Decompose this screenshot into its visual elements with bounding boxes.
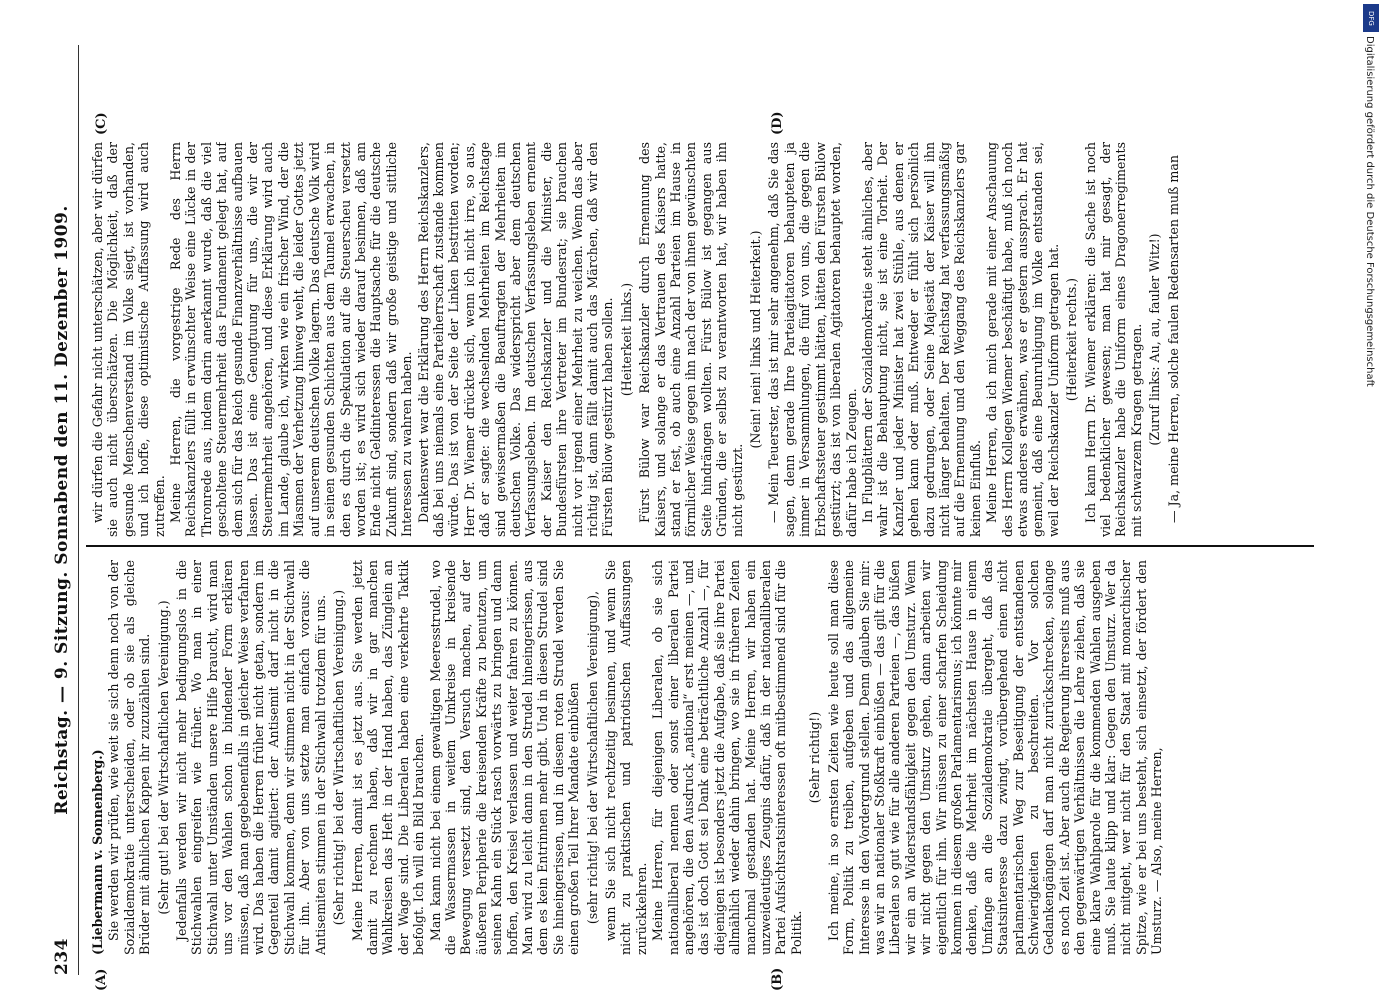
dfg-credit-text: Digitalisierung gefördert durch die Deutsche Forschungsgemeinschaft [1364, 36, 1375, 387]
margin-marker-c: (C) [94, 112, 109, 135]
paragraph: Meine Herren, da ich mich gerade mit einer Anschauung des Herrn Kollegen Wiemer beschäftigt habe, muß ich noch etwas anderes erwähnen, was er gestern aussprach. Er hat gemeint, daß eine Beunruhigung im Volke entstanden sei, weil der Reichskanzler Uniform getragen hat. [984, 142, 1061, 537]
interjection: (Zuruf links: Au, au, fauler Witz!) [1147, 233, 1163, 446]
paragraph: Meine Herren, für diejenigen Liberalen, ob sie sich nationalliberal nennen oder sonst einer liberalen Partei angehören, die den Ausdruck „national“ erst meinen —, und das ist doch Gott sei Dank eine beträchtliche Anzahl —, für diejenigen ist besonders jetzt die Aufgabe, daß sie ihre Partei allmählich wieder dahin bringen, wo sie in früheren Zeiten manchmal gestanden hat. Meine Herren, wir haben ein unzweideutiges Zeugnis dafür, daß in der nationalliberalen Partei Aufsichtsratsinteressen oft mitbestimmend sind für die Politik. [650, 560, 804, 955]
interjection: (Sehr richtig!) [807, 711, 823, 804]
paragraph: Jedenfalls werden wir nicht mehr bedingungslos in die Stichwahlen eingreifen wie früher. Wo man in einer Stichwahl unter Umständen unsere Hilfe braucht, wird man uns vor den Wahlen schon in bindender Form erklären müssen, daß man gegebenenfalls in gleicher Weise verfahren wird. Das haben die Herren früher nicht getan, sondern im Gegenteil damit agitiert: der Antisemit darf nicht in die Stichwahl kommen, denn wir stimmen nicht in der Stichwahl für ihn. Aber von uns setzte man einfach voraus: die Antisemiten stimmen in der Stichwahl trotzdem für uns. [174, 560, 328, 955]
interjection: (Heiterkeit links.) [618, 282, 634, 397]
paragraph: Fürst Bülow war Reichskanzler durch Ernennung des Kaisers, und solange er das Vertrauen des Kaisers hatte, stand er fest, ob auch eine Anzahl Parteien im Hause in förmlicher Weise gegen ihn nach der von ihnen gewünschten Seite hindrängen wollten. Fürst Bülow ist gegangen aus Gründen, die er selbst zu verantworten hat, wir haben ihn nicht gestürzt. [637, 142, 745, 537]
paragraph: Ich meine, in so ernsten Zeiten wie heute soll man diese Form, Politik zu treiben, aufgeben und das allgemeine Interesse in den Vordergrund stellen. Denn glauben Sie mir: was wir an nationaler Stoßkraft einbüßen — das gilt für die Liberalen so gut wie für alle anderen Parteien —, das büßen wir ein an Widerstandsfähigkeit gegen den Umsturz. Wenn wir nicht gegen den Umsturz gehen, dann arbeiten wir eigentlich für ihn. Wir müssen zu einer scharfen Scheidung kommen in diesem großen Parlamentarismus; ich könnte mir denken, daß die Mehrheit im nächsten Hause in einem Umfange an die Sozialdemokratie übergeht, daß das Staatsinteresse dazu zwingt, vorübergehend einen nicht parlamentarischen Weg zur Beseitigung der entstandenen Schwierigkeiten zu beschreiten. Vor solchen Gedankengängen darf man nicht zurückschrecken, solange es noch Zeit ist. Aber auch die Regierung ihrerseits muß aus den gegenwärtigen Verhältnissen die Lehre ziehen, daß sie eine klare Wahlparole für die kommenden Wahlen ausgeben muß. Sie laute klipp und klar: Gegen den Umsturz. Wer da nicht mitgeht, wer nicht für den Staat mit monarchischer Spitze, wie er bei uns besteht, sich einsetzt, der fördert den Umsturz. — Also, meine Herren, [825, 560, 1165, 955]
interjection: (sehr richtig! bei der Wirtschaftlichen Vereinigung), [584, 590, 600, 925]
speaker-name: (Liebermann v. Sonnenberg.) [90, 749, 105, 955]
paragraph: wenn Sie sich nicht rechtzeitig besinnen, und wenn Sie nicht zu praktischen und patriotischen Auffassungen zurückkehren. [603, 560, 649, 955]
left-text-column [90, 560, 1310, 955]
header-rule [78, 45, 79, 975]
interjection: (Heiterkeit rechts.) [1064, 277, 1080, 402]
paragraph: wir dürfen die Gefahr nicht unterschätzen, aber wir dürfen sie auch nicht überschätzen. Die Möglichkeit, daß der gesunde Menschenverstand im Volke siegt, ist vorhanden, und ich hoffe, diese optimistische Auffassung wird auch zutreffen. [90, 142, 167, 537]
paragraph: — Ja, meine Herren, solche faulen Redensarten muß man [1165, 155, 1181, 523]
dfg-logo: DFG [1363, 4, 1379, 32]
paragraph: Man kann nicht bei einem gewaltigen Meeresstrudel, wo die Wassermassen in weitem Umkreise in kreisende Bewegung versetzt sind, den Versuch machen, auf der äußeren Peripherie die kreisenden Kräfte zu benutzen, um seinen Kahn ein Stück rasch vorwärts zu bringen und dann hoffen, den Kreisel verlassen und weiter fahren zu können. Man wird zu leicht dann in den Strudel hineingerissen, aus dem es kein Entrinnen mehr gibt. Und in diesen Strudel sind Sie hineingerissen, und in diesem roten Strudel werden Sie einen großen Teil Ihrer Mandate einbüßen [427, 560, 582, 955]
margin-marker-d: (D) [770, 111, 785, 135]
paragraph: Ich kann Herrn Dr. Wiemer erklären: die Sache ist noch viel bedenklicher gewesen; man hat mir gesagt, der Reichskanzler habe die Uniform eines Dragonerregiments mit schwarzem Kragen getragen. [1082, 142, 1144, 537]
rotated-document-page [50, 25, 1320, 995]
margin-marker-b: (B) [770, 967, 785, 991]
paragraph: — Mein Teuerster, das ist mir sehr angenehm, daß Sie das sagen, denn gerade Ihre Parteiagitatoren behaupteten ja immer in Versammlungen, die fünf von uns, die gegen die Erbschaftssteuer gestimmt hätten, hätten den Fürsten Bülow gestürzt; das ist von liberalen Agitatoren behauptet worden, dafür habe ich Zeugen. [766, 142, 859, 537]
dfg-stamp [1361, 0, 1383, 560]
right-text-column [90, 142, 1310, 537]
page-title: Reichstag. — 9. Sitzung. Sonnabend den 11. Dezember 1909. [52, 205, 72, 815]
interjection: (Nein! nein! links und Heiterkeit.) [748, 230, 764, 449]
page-number: 234 [52, 938, 72, 975]
paragraph: In Flugblättern der Sozialdemokratie steht ähnliches, aber wahr ist die Behauptung nicht, sie ist eine Torheit. Der Kanzler und jeder Minister hat zwei Stühle, aus denen er gehen kann oder muß. Entweder er fühlt sich persönlich dazu gedrungen, oder Seine Majestät der Kaiser will ihn nicht länger behalten. Der Reichstag hat verfassungsmäßig auf die Ernennung und den Weggang des Reichskanzlers gar keinen Einfluß. [859, 142, 983, 537]
paragraph: Sie werden wir prüfen, wie weit sie sich denn noch von der Sozialdemokratie unterscheiden, oder ob sie als gleiche Brüder mit ähnlichen Kappen ihr zuzuzählen sind. [106, 560, 153, 955]
paragraph: Meine Herren, damit ist es jetzt aus. Sie werden jetzt damit zu rechnen haben, daß wir in gar manchen Wahlkreisen das Heft in der Hand haben, das Zünglein an der Wage sind. Die Liberalen haben eine verkehrte Taktik befolgt. Ich will ein Bild brauchen. [349, 560, 427, 955]
margin-marker-a: (A) [94, 968, 109, 991]
interjection: (Sehr richtig! bei der Wirtschaftlichen Vereinigung.) [331, 589, 347, 926]
paragraph: Meine Herren, die vorgestrige Rede des Herrn Reichskanzlers füllt in erwünschter Weise eine Lücke in der Thronrede aus, indem darin anerkannt wurde, daß die viel gescholtene Steuermehrheit das Fundament gelegt hat, auf dem sich für das Reich gesunde Finanzverhältnisse aufbauen lassen. Das ist eine Genugtuung für uns, die wir der Steuermehrheit angehören, und diese Erklärung wird auch im Lande, glaube ich, wirken wie ein frischer Wind, der die Miasmen der Verhetzung hinweg weht, die leider Gottes jetzt auf unserem deutschen Volke lagern. Das deutsche Volk wird in seinen gesunden Schichten aus dem Taumel erwachen, in den es durch die Spekulation auf die Steuerscheu versetzt worden ist; es wird sich wieder darauf besinnen, daß am Ende nicht Geldinteressen die Hauptsache für die deutsche Zukunft sind, sondern daß wir große geistige und sittliche Interessen zu wahren haben. [168, 142, 415, 537]
page-header [50, 45, 76, 975]
paragraph: Dankenswert war die Erklärung des Herrn Reichskanzlers, daß bei uns niemals eine Parteiherrschaft zustande kommen würde. Das ist von der Seite der Linken bestritten worden; Herr Dr. Wiemer drückte sich, wenn ich nicht irre, so aus, daß er sagte: die wechselnden Mehrheiten im Reichstage sind gewissermaßen die Beauftragten der Mehrheiten im deutschen Volke. Das widerspricht aber dem deutschen Verfassungsleben. Im deutschen Verfassungsleben ernennt der Kaiser den Reichskanzler und die Minister, die Bundesfürsten ihre Vertreter im Bundesrat; sie brauchen nicht vor irgend einer Mehrheit zu weichen. Wenn das aber richtig ist, dann fällt damit auch das Märchen, daß wir den Fürsten Bülow gestürzt haben sollen. [415, 142, 616, 537]
interjection: (Sehr gut! bei der Wirtschaftlichen Vereinigung.) [155, 600, 171, 915]
column-divider [86, 545, 1314, 547]
